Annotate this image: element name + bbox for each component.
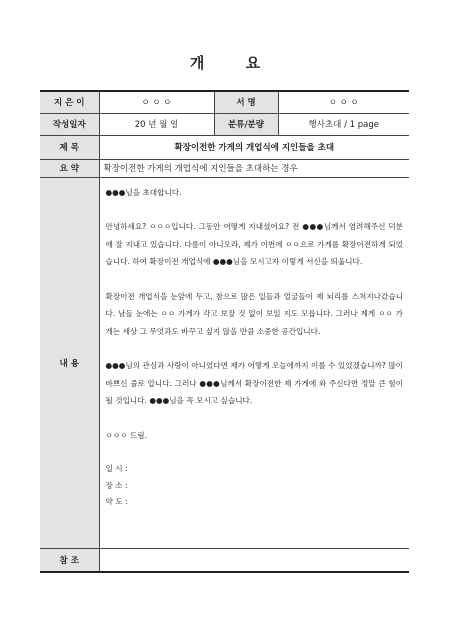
author-label: 지 은 이	[40, 91, 99, 113]
subject-row	[40, 135, 409, 159]
content-greeting: ●●●님을 초대합니다.	[105, 187, 182, 197]
author-value: ㅇ ㅇ ㅇ	[99, 91, 214, 113]
date-label: 작성일자	[40, 113, 99, 135]
summary-value: 확장이전한 가게의 개업식에 지인들을 초대하는 경우	[99, 159, 409, 177]
content-closing: ㅇㅇㅇ 드림.	[105, 430, 148, 440]
content-body	[99, 177, 409, 548]
author-row	[40, 91, 409, 113]
subject-value: 확장이전한 가게의 개업식에 지인들을 초대	[99, 135, 409, 159]
content-paragraph-3: ●●●님의 관심과 사랑이 아니었다면 제가 어떻게 오늘에까지 이를 수 있었겠습니까? 많이 바쁘신 줄로 압니다. 그러나 ●●●님께서 확장이전한 제 가게에 와 주신다면 정말 큰 힘이 될 것입니다. ●●●님을 꼭 모시고 싶습니다.	[105, 361, 404, 405]
content-place-field: 장 소 :	[105, 480, 128, 490]
content-row	[40, 177, 409, 548]
date-value: 20 년 월 일	[99, 113, 214, 135]
content-paragraph-1: 안녕하세요? ㅇㅇㅇ입니다. 그동안 어떻게 지내셨어요? 전 ●●●님께서 염려해주신 덕분에 잘 지내고 있습니다. 다름이 아니오라, 제가 이번에 ㅇㅇ으로 가게를 확장이전하게 되었습니다. 하여 확장이전 개업식에 ●●●님을 모시고자 이렇게 서신을 띄웁니다.	[105, 222, 404, 266]
page-title: 개 요	[189, 54, 279, 72]
category-label: 분류/분량	[214, 113, 278, 135]
reference-value	[99, 548, 409, 572]
subject-label: 제 목	[40, 135, 99, 159]
signature-label: 서 명	[214, 91, 278, 113]
document-form	[40, 90, 409, 573]
content-paragraph-2: 확장이전 개업식을 눈앞에 두고, 참으로 많은 일들과 얼굴들이 제 뇌리를 스쳐지나갔습니다. 남들 눈에는 ㅇㅇ 가게가 각고 보잘 것 없이 보일 지도 모릅니다. 그러나 제게 ㅇㅇ 가게는 세상 그 무엇과도 바꾸고 싶지 않을 만큼 소중한 공간입니다.	[105, 291, 404, 336]
reference-label: 참 조	[40, 548, 99, 572]
content-map-field: 약 도 :	[105, 497, 128, 506]
summary-label: 요 약	[40, 159, 99, 177]
content-label: 내 용	[40, 177, 99, 548]
summary-row	[40, 159, 409, 177]
content-datetime-field: 일 시 :	[105, 464, 128, 473]
category-value: 행사초대 / 1 page	[278, 113, 409, 135]
reference-row	[40, 548, 409, 572]
signature-value: ㅇ ㅇ ㅇ	[278, 91, 409, 113]
date-row	[40, 113, 409, 135]
